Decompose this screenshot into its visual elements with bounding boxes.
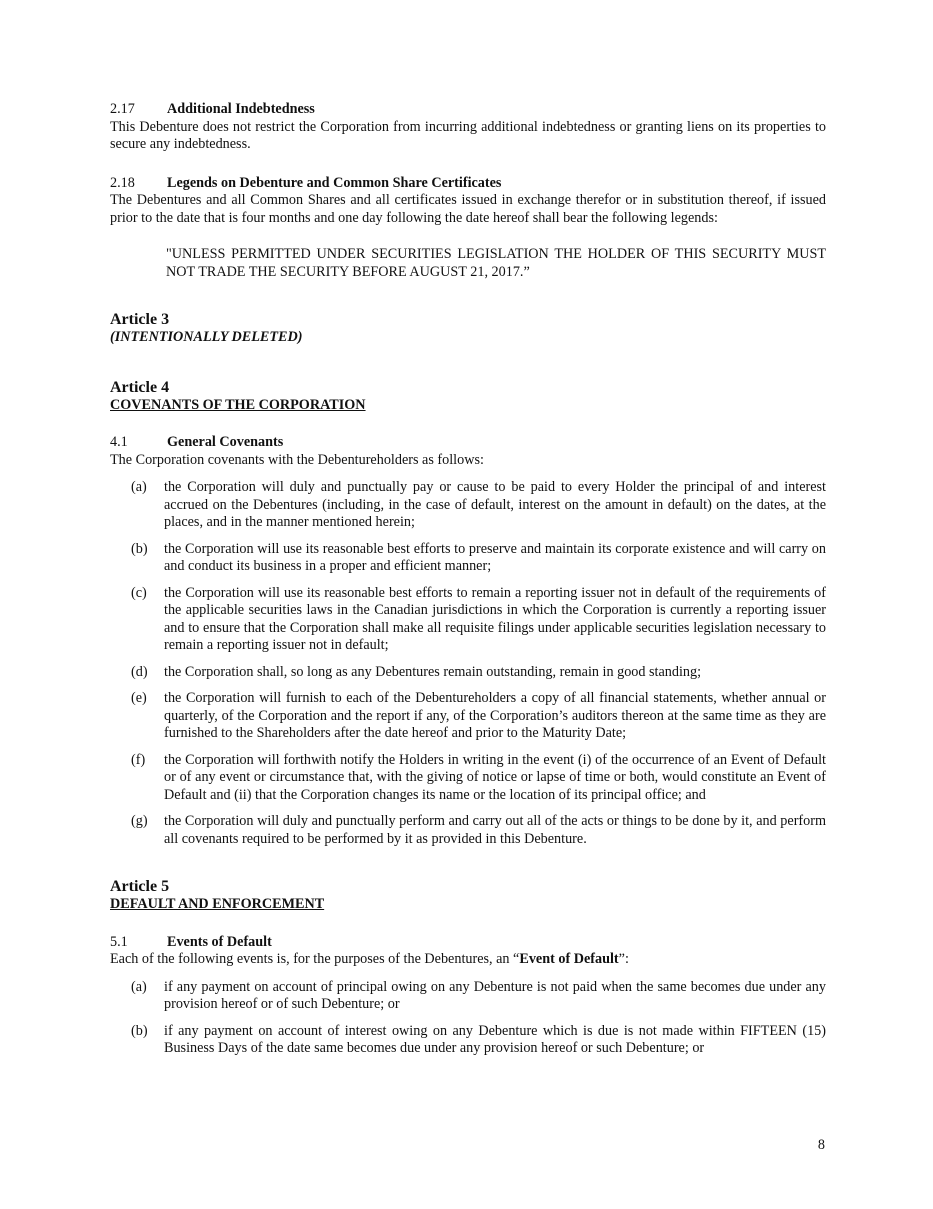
list-item xyxy=(110,752,826,805)
section-number: 2.17 xyxy=(110,101,135,117)
item-text: if any payment on account of principal owing on any Debenture is not paid when the same becomes due under any provision hereof or of such Debenture; or xyxy=(164,978,826,1012)
section-4-1-heading xyxy=(110,434,826,452)
page-content xyxy=(110,101,826,1067)
article-5-title: DEFAULT AND ENFORCEMENT xyxy=(110,896,325,912)
section-number: 5.1 xyxy=(110,933,128,950)
article-3-heading: Article 3 xyxy=(110,311,170,328)
item-label: (g) xyxy=(131,813,148,829)
intro-text-end: ”: xyxy=(618,951,629,967)
securities-legend: "UNLESS PERMITTED UNDER SECURITIES LEGISLATION THE HOLDER OF THIS SECURITY MUST NOT TRADE THE SECURITY BEFORE AUGUST 21, 2017.” xyxy=(166,246,826,280)
section-number: 4.1 xyxy=(110,434,128,450)
article-4-title: COVENANTS OF THE CORPORATION xyxy=(110,396,366,413)
defined-term: Event of Default xyxy=(519,951,619,967)
list-item xyxy=(110,979,826,1014)
item-text: the Corporation will furnish to each of the Debentureholders a copy of all financial statements, whether annual or quarterly, of the Corporation and the report if any, of the Corporation’s auditors thereon at the same time as they are furnished to the Shareholders after the date hereof and prior to the Maturity Date; xyxy=(164,690,826,741)
list-item xyxy=(110,690,826,743)
section-title: Events of Default xyxy=(167,933,272,950)
list-item xyxy=(110,664,826,682)
section-number: 2.18 xyxy=(110,174,135,191)
item-label: (a) xyxy=(131,978,147,995)
item-label: (b) xyxy=(131,540,148,557)
list-item xyxy=(110,479,826,532)
list-item xyxy=(110,1023,826,1058)
page-number: 8 xyxy=(817,1137,825,1153)
item-label: (e) xyxy=(131,690,147,706)
item-text: the Corporation will duly and punctually pay or cause to be paid to every Holder the principal of and interest accrued on the Debentures (including, in the case of default, interest on the amount in default) on the dates, at the places, and in the manner mentioned herein; xyxy=(164,479,826,530)
section-5-1-intro xyxy=(110,951,826,969)
item-label: (f) xyxy=(131,751,146,768)
section-5-1-heading xyxy=(110,934,826,952)
article-4-heading: Article 4 xyxy=(110,378,170,396)
section-2-17-body: This Debenture does not restrict the Corporation from incurring additional indebtedness or granting liens on its properties to secure any indebtedness. xyxy=(110,118,826,152)
item-text: the Corporation will duly and punctually perform and carry out all of the acts or things to be done by it, and perform all covenants required to be performed by it as provided in this Debenture. xyxy=(164,813,826,847)
list-item xyxy=(110,585,826,655)
item-text: the Corporation will use its reasonable best efforts to remain a reporting issuer not in default of the requirements of the applicable securities laws in the Canadian jurisdictions in which the Corporation is currently a reporting issuer and to ensure that the Corporation shall make all requisite filings under applicable securities legislation necessary to remain a reporting issuer not in default; xyxy=(164,584,826,653)
item-text: the Corporation will forthwith notify the Holders in writing in the event (i) of the occurrence of an Event of Default or of any event or circumstance that, with the giving of notice or lapse of time or both, would constitute an Event of Default and (ii) that the Corporation changes its name or the location of its principal office; and xyxy=(164,751,826,803)
item-label: (b) xyxy=(131,1022,148,1039)
item-text: the Corporation shall, so long as any Debentures remain outstanding, remain in good standing; xyxy=(164,663,702,680)
item-text: if any payment on account of interest owing on any Debenture which is due is not made within FIFTEEN (15) Business Days of the date same becomes due under any provision hereof or such Debenture; or xyxy=(164,1022,826,1056)
section-title: General Covenants xyxy=(167,434,284,450)
section-2-17-heading xyxy=(110,101,826,119)
item-label: (d) xyxy=(131,663,148,680)
covenant-list xyxy=(110,479,826,848)
section-2-18-heading xyxy=(110,175,826,193)
item-label: (c) xyxy=(131,584,147,601)
events-of-default-list xyxy=(110,979,826,1058)
item-label: (a) xyxy=(131,479,147,495)
list-item xyxy=(110,541,826,576)
section-2-18-body: The Debentures and all Common Shares and all certificates issued in exchange therefor or in substitution thereof, if issued prior to the date that is four months and one day following the date hereof shall bear the following legends: xyxy=(110,192,826,226)
article-5-heading: Article 5 xyxy=(110,878,170,895)
article-3-subtitle: (INTENTIONALLY DELETED) xyxy=(110,329,303,345)
section-title: Additional Indebtedness xyxy=(167,101,315,117)
list-item xyxy=(110,813,826,848)
intro-text: Each of the following events is, for the purposes of the Debentures, an “ xyxy=(110,951,520,967)
item-text: the Corporation will use its reasonable best efforts to preserve and maintain its corporate existence and will carry on and conduct its business in a proper and efficient manner; xyxy=(164,540,826,574)
section-title: Legends on Debenture and Common Share Certificates xyxy=(167,174,502,191)
section-4-1-intro: The Corporation covenants with the Debentureholders as follows: xyxy=(110,451,484,468)
